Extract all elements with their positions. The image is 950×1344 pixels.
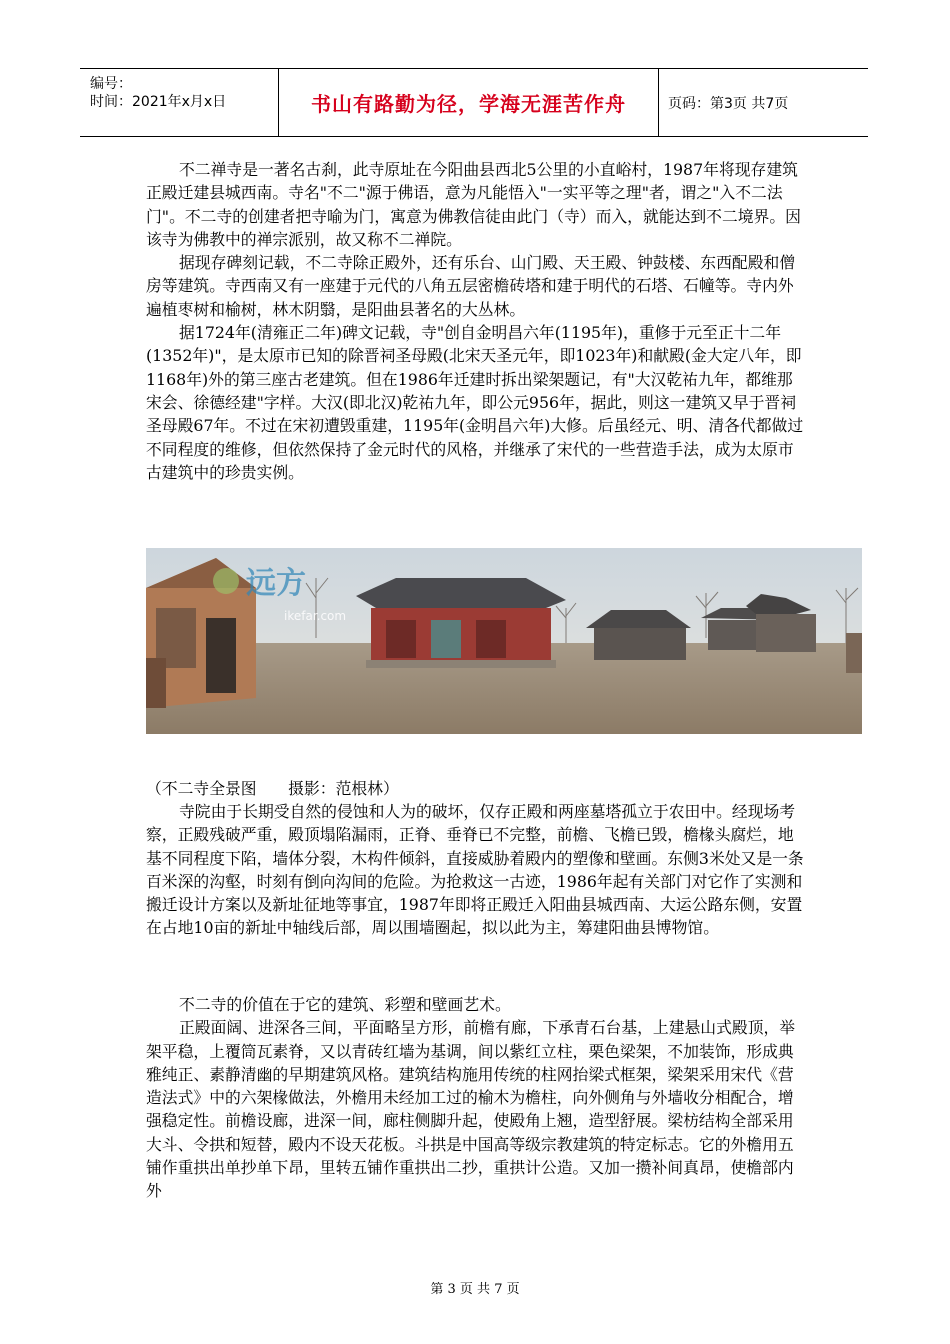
paragraph: 寺院由于长期受自然的侵蚀和人为的破坏，仅存正殿和两座墓塔孤立于农田中。经现场考察，正殿残破严重，殿顶塌陷漏雨，正脊、垂脊已不完整，前檐、飞檐已毁，檐椽头腐烂，地基不同程度下陷，墙体分裂，木构件倾斜，直接威胁着殿内的塑像和壁画。东侧3米处又是一条百米深的沟壑，时刻有倒向沟间的危险。为抢救这一古迹，1986年起有关部门对它作了实测和搬迁设计方案以及新址征地等事宜，1987年即将正殿迁入阳曲县城西南、大运公路东侧，安置在占地10亩的新址中轴线后部，周以围墙圈起，拟以此为主，筹建阳曲县博物馆。 [146, 802, 804, 938]
page-header [80, 68, 868, 137]
header-page-cell [659, 69, 868, 136]
watermark-site: ikefar.com [284, 609, 347, 623]
number-label: 编号： [90, 76, 132, 92]
paragraph: 据现存碑刻记载，不二寺除正殿外，还有乐台、山门殿、天王殿、钟鼓楼、东西配殿和僧房等建筑。寺西南又有一座建于元代的八角五层密檐砖塔和建于明代的石塔、石幢等。寺内外遍植枣树和榆树，林木阴翳，是阳曲县著名的大丛林。 [146, 253, 796, 319]
text-block-top [146, 158, 806, 484]
date-line: 时间：2021年x月x日 [90, 94, 227, 110]
paragraph: 不二禅寺是一著名古刹，此寺原址在今阳曲县西北5公里的小直峪村，1987年将现存建筑正殿迁建县城西南。寺名"不二"源于佛语，意为凡能悟入"一实平等之理"者，谓之"入不二法门"。不二寺的创建者把寺喻为门，寓意为佛教信徒由此门（寺）而入，就能达到不二境界。因该寺为佛教中的禅宗派别，故又称不二禅院。 [146, 160, 801, 249]
text-block-bottom [146, 993, 806, 1203]
photo-caption: （不二寺全景图 摄影：范根林） [146, 779, 399, 798]
page-info: 页码：第3页 共7页 [668, 95, 789, 112]
paragraph: 据1724年(清雍正二年)碑文记载，寺"创自金明昌六年(1195年)，重修于元至正十二年(1352年)"，是太原市已知的除晋祠圣母殿(北宋天圣元年，即1023年)和献殿(金大定八年，即1168年)外的第三座古老建筑。但在1986年迁建时拆出梁架题记，有"大汉乾祐九年，都维那宋会、徐德经建"字样。大汉(即北汉)乾祐九年，即公元956年，据此，则这一建筑又早于晋祠圣母殿67年。不过在宋初遭毁重建，1195年(金明昌六年)大修。后虽经元、明、清各代都做过不同程度的维修，但依然保持了金元时代的风格，并继承了宋代的一些营造手法，成为太原市古建筑中的珍贵实例。 [146, 323, 804, 482]
temple-panorama-photo [146, 548, 862, 734]
text-block-mid [146, 800, 806, 940]
page-footer: 第 3 页 共 7 页 [430, 1282, 520, 1297]
header-motto-cell [279, 69, 659, 136]
paragraph: 正殿面阔、进深各三间，平面略呈方形，前檐有廊，下承青石台基，上建悬山式殿顶，举架平稳，上覆筒瓦素脊，又以青砖红墙为基调，间以紫红立柱，栗色梁架，不加装饰，形成典雅纯正、素静清幽的早期建筑风格。建筑结构施用传统的柱网抬梁式框架，梁架采用宋代《营造法式》中的六架椽做法，外檐用未经加工过的榆木为檐柱，向外侧角与外墙收分相配合，增强稳定性。前檐设廊，进深一间，廊柱侧脚升起，使殿角上翘，造型舒展。梁枋结构全部采用大斗、令拱和短替，殿内不设天花板。斗拱是中国高等级宗教建筑的特定标志。它的外檐用五铺作重拱出单抄单下昂，里转五铺作重拱出二抄，重拱计公造。又加一攒补间真昂，使檐部内外 [146, 1018, 796, 1201]
header-meta-cell [80, 69, 279, 136]
watermark-brand: 远方 [246, 566, 306, 601]
paragraph: 不二寺的价值在于它的建筑、彩塑和壁画艺术。 [179, 995, 511, 1014]
motto: 书山有路勤为径，学海无涯苦作舟 [311, 92, 626, 116]
